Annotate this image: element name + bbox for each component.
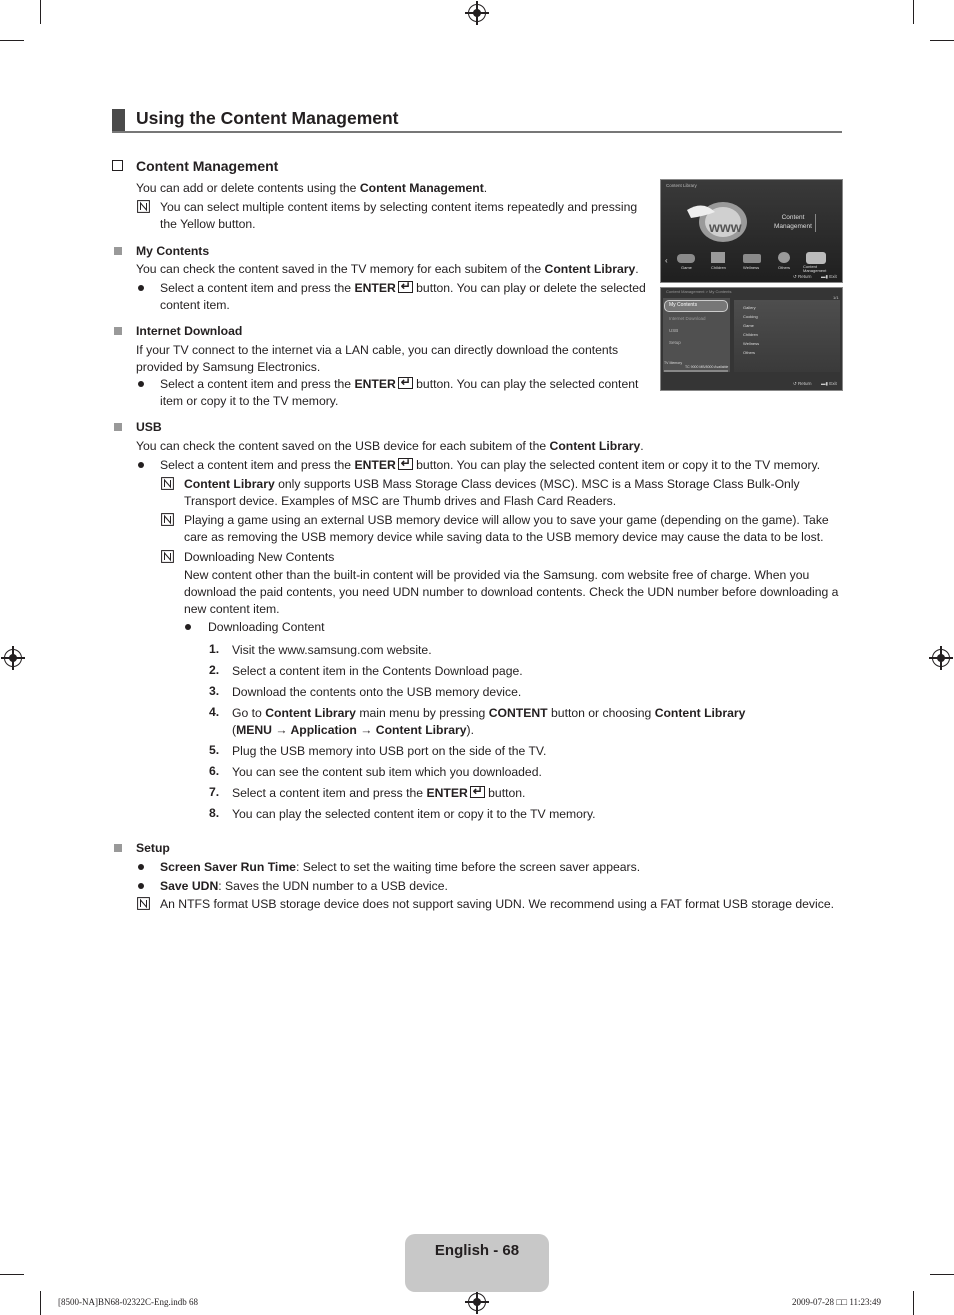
children-icon[interactable] — [711, 252, 725, 263]
note-icon — [161, 513, 174, 526]
memory-bar — [664, 370, 728, 372]
usb-note-content-library: Content Library only supports USB Mass Storage Class devices (MSC). MSC is a Mass Storage Class Bulk-Only Transport device. Examples of MSC are Thumb drives and Flash Card Readers. — [184, 477, 800, 508]
usb-note-downloading-desc: New content other than the built-in content will be provided via the Samsung. com website free of charge. When you download the paid contents, you need UDN number to download contents. Check the UDN number before downloading a new content item. — [184, 568, 839, 616]
crop-mark — [913, 1291, 914, 1315]
setup-heading: Setup — [136, 841, 170, 855]
others-icon[interactable] — [778, 252, 790, 263]
left-arrow-icon[interactable]: ‹ — [665, 256, 668, 265]
enter-icon — [398, 458, 413, 470]
return-hint[interactable]: ↺ Return — [793, 381, 812, 386]
downloading-content-bullet: Downloading Content — [208, 620, 325, 634]
enter-icon — [398, 281, 413, 293]
registration-mark-icon — [4, 649, 22, 667]
crop-mark — [930, 1274, 954, 1275]
registration-mark-icon — [932, 649, 950, 667]
usb-bullet: Select a content item and press the ENTER↵ button. You can play the selected content item or copy it to the TV memory. — [160, 457, 844, 474]
content-management-label: Content Management — [774, 214, 812, 230]
setup-screen-saver: Screen Saver Run Time: Select to set the waiting time before the screen saver appears. — [160, 860, 641, 874]
list-item[interactable]: Game — [743, 323, 754, 328]
step-number: 5. — [209, 743, 220, 757]
list-item[interactable]: Cooking — [743, 314, 758, 319]
internet-download-heading: Internet Download — [136, 324, 243, 338]
enter-icon — [470, 786, 485, 798]
step-text: Select a content item in the Contents Download page. — [232, 664, 523, 678]
note-icon — [137, 897, 150, 910]
menu-item-internet-download[interactable]: Internet Download — [669, 316, 706, 321]
print-slug-right: 2009-07-28 □□ 11:23:49 — [792, 1297, 882, 1307]
page-number: English - 68 — [434, 1242, 520, 1259]
game-icon[interactable] — [677, 254, 695, 263]
list-item[interactable]: Wellness — [743, 341, 760, 346]
internet-download-bullet: Select a content item and press the ENTER↵ button. You can play the selected content item or copy it to the TV memory. — [160, 376, 650, 410]
menu-item-setup[interactable]: Setup — [669, 340, 681, 345]
square-bullet-icon — [114, 327, 122, 335]
step-text: You can see the content sub item which you downloaded. — [232, 765, 542, 779]
usb-note-downloading-title: Downloading New Contents — [184, 550, 335, 564]
crop-mark — [913, 0, 914, 24]
step-text: Download the contents onto the USB memory device. — [232, 685, 522, 699]
crop-mark — [40, 1291, 41, 1315]
bullet-icon — [138, 864, 144, 870]
usb-desc: You can check the content saved on the USB device for each subitem of the Content Library. — [136, 439, 644, 453]
step-number: 7. — [209, 785, 220, 799]
bullet-icon — [138, 285, 144, 291]
square-bullet-icon — [114, 423, 122, 431]
note-icon — [161, 550, 174, 563]
list-item[interactable]: Gallery — [743, 305, 756, 310]
title-accent-bar — [112, 109, 125, 132]
list-item[interactable]: Others — [743, 350, 756, 355]
setup-note: An NTFS format USB storage device does not support saving UDN. We recommend using a FAT format USB storage device. — [160, 897, 834, 911]
registration-mark-icon — [468, 1293, 486, 1311]
step-text: Plug the USB memory into USB port on the side of the TV. — [232, 744, 547, 758]
content-management-icon[interactable] — [806, 252, 826, 264]
page-title: Using the Content Management — [136, 108, 399, 128]
step-text: Go to Content Library main menu by pressing CONTENT button or choosing Content Library (MENU → Application → Content Library). — [232, 706, 746, 737]
step-number: 3. — [209, 684, 220, 698]
step-number: 6. — [209, 764, 220, 778]
divider — [815, 214, 816, 232]
step-text: You can play the selected content item or copy it to the TV memory. — [232, 807, 596, 821]
note-icon — [137, 200, 150, 213]
bullet-icon — [185, 624, 191, 630]
crop-mark — [0, 1274, 24, 1275]
www-globe-icon — [685, 196, 751, 244]
registration-mark-icon — [468, 4, 486, 22]
exit-hint[interactable]: ▬▮ Exit — [821, 381, 837, 386]
bullet-icon — [138, 883, 144, 889]
svg-text:www: www — [709, 219, 742, 235]
my-contents-bullet: Select a content item and press the ENTER↵ button. You can play or delete the selected content item. — [160, 280, 652, 314]
usb-heading: USB — [136, 420, 162, 434]
square-bullet-icon — [114, 844, 122, 852]
exit-hint[interactable]: ▬▮ Exit — [821, 274, 837, 279]
bullet-icon — [138, 381, 144, 387]
wellness-icon[interactable] — [743, 254, 761, 263]
step-number: 1. — [209, 642, 220, 656]
step-number: 4. — [209, 705, 220, 719]
intro-text: You can add or delete contents using the Content Management. — [136, 181, 488, 195]
section-heading: Content Management — [112, 158, 278, 174]
title-divider — [112, 131, 842, 133]
my-contents-screenshot: Content Management > My Contents 1/1 My Contents Internet Download USB Setup TV Memory TC 9000 MB/8000 Available Gallery Cooking Game Children Wellness Others ↺ Return ▬▮ Exit — [660, 287, 843, 391]
internet-download-desc: If your TV connect to the internet via a LAN cable, you can directly download the contents provided by Samsung Electronics. — [136, 343, 619, 374]
menu-item-usb[interactable]: USB — [669, 328, 679, 333]
step-text: Select a content item and press the ENTER↵ button. — [232, 785, 525, 802]
crop-mark — [930, 40, 954, 41]
step-number: 2. — [209, 663, 220, 677]
list-item[interactable]: Children — [743, 332, 758, 337]
enter-icon — [398, 377, 413, 389]
my-contents-heading: My Contents — [136, 244, 210, 258]
crop-mark — [0, 40, 24, 41]
square-bullet-icon — [114, 247, 122, 255]
note-icon — [161, 477, 174, 490]
crop-mark — [40, 0, 41, 24]
usb-note-game: Playing a game using an external USB memory device will allow you to save your game (depending on the game). Take care as removing the USB memory device while saving data to the USB memory device may cause the data to be lost. — [184, 513, 829, 544]
note-text: You can select multiple content items by selecting content items repeatedly and pressing the Yellow button. — [160, 200, 638, 231]
step-text: Visit the www.samsung.com website. — [232, 643, 432, 657]
return-hint[interactable]: ↺ Return — [793, 274, 812, 279]
checkbox-bullet-icon — [112, 160, 123, 171]
step-number: 8. — [209, 806, 220, 820]
content-library-screenshot: Content Library www Content Management ‹ Game Children Wellness Others Content Management ↺ Return ▬▮ Exit — [660, 179, 843, 283]
bullet-icon — [138, 462, 144, 468]
my-contents-desc: You can check the content saved in the TV memory for each subitem of the Content Library. — [136, 262, 639, 276]
print-slug-left: [8500-NA]BN68-02322C-Eng.indb 68 — [58, 1297, 198, 1307]
setup-save-udn: Save UDN: Saves the UDN number to a USB device. — [160, 879, 448, 893]
